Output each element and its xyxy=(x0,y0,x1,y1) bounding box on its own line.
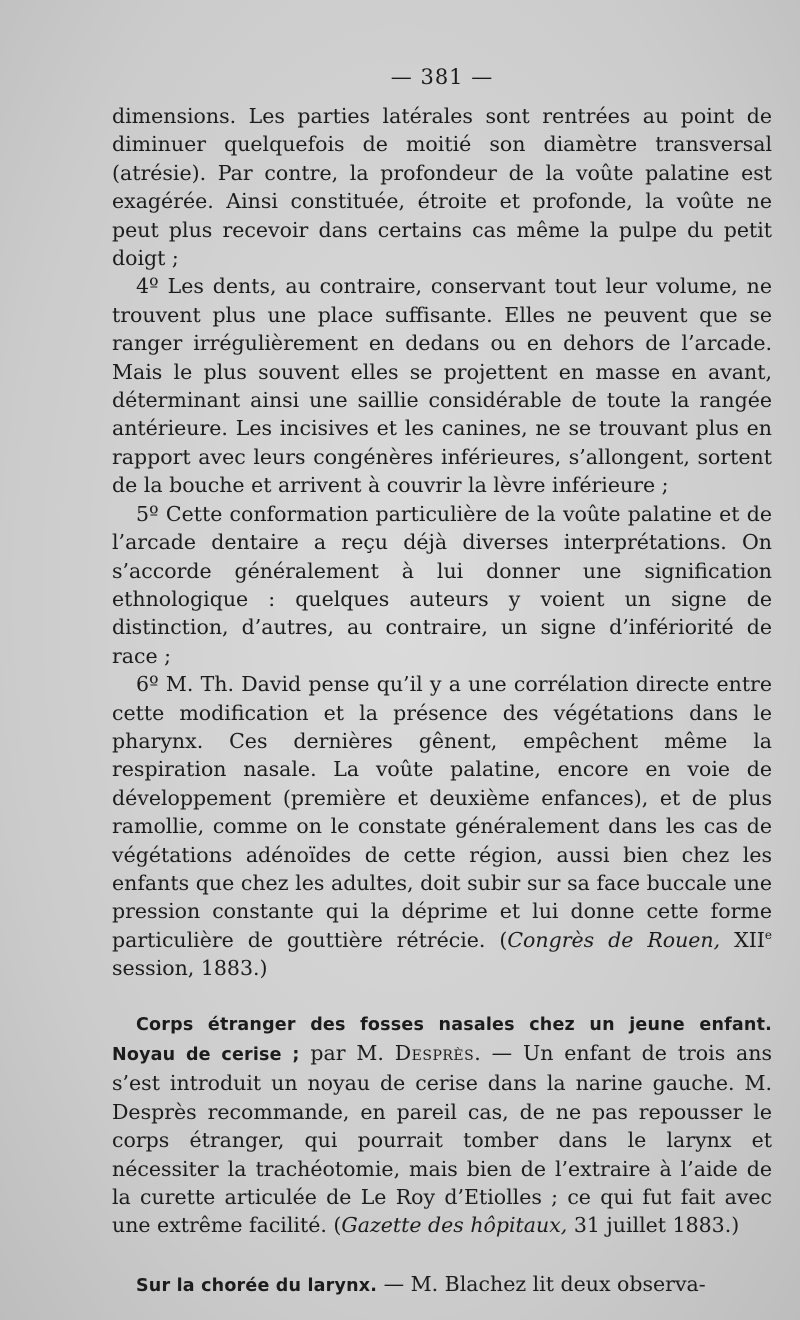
article-choree xyxy=(112,1270,772,1300)
citation-session-pre: XII xyxy=(720,927,765,952)
citation-session-sup: e xyxy=(764,927,772,942)
article-author: Desprès xyxy=(394,1041,475,1065)
article-heading-choree: Sur la chorée du larynx. xyxy=(136,1275,378,1296)
article-body-choree: — M. Blachez lit deux observa- xyxy=(377,1271,706,1296)
citation-session-post: session, 1883.) xyxy=(112,956,268,981)
point-6-text: 6º M. Th. David pense qu’il y a une corrélation directe entre cette modification et la présence des végétations dans le pharynx. Ces dernières gênent, empêchent même la respiration nasale. La voûte palatine, encore en voie de développement (première et deuxième enfances), et de plus ramollie, comme on le constate généralement dans les cas de végétations adénoïdes de cette région, aussi bien chez les enfants que chez les adultes, doit subir sur sa face buccale une pression constante qui la déprime et lui donne cette forme particulière de gouttière rétrécie. ( xyxy=(112,672,772,952)
page xyxy=(112,62,772,1300)
citation-date: 31 juillet 1883.) xyxy=(567,1213,740,1238)
article-heading: Corps étranger des fosses nasales chez un jeune enfant. Noyau de cerise ; xyxy=(112,1014,772,1065)
article-corps-etranger xyxy=(112,1009,772,1240)
citation-congres: Congrès de Rouen, xyxy=(507,927,721,952)
paragraph-point-5: 5º Cette conformation particulière de la voûte palatine et de l’arcade dentaire a reçu déjà diverses interprétations. On s’accorde généralement à lui donner une signification ethnologique : quelques auteurs y voient un signe de distinction, d’autres, au contraire, un signe d’infériorité de race ; xyxy=(112,501,772,668)
page-number: — 381 — xyxy=(390,65,494,89)
article-by: par M. xyxy=(299,1041,395,1065)
paragraph-continuation: dimensions. Les parties latérales sont rentrées au point de diminuer quelquefois de moitié son diamètre transversal (atrésie). Par contre, la profondeur de la voûte palatine est exagérée. Ainsi constituée, étroite et profonde, la voûte ne peut plus recevoir dans certains cas même la pulpe du petit doigt ; xyxy=(112,104,772,271)
citation-gazette: Gazette des hôpitaux, xyxy=(341,1213,568,1238)
article-body: . — Un enfant de trois ans s’est introduit un noyau de cerise dans la narine gauche. M. Desprès recommande, en pareil cas, de ne pas repousser le corps étranger, qui pourrait tomber dans le larynx et nécessiter la trachéotomie, mais bien de l’extraire à l’aide de la curette articulée de Le Roy d’Etiolles ; ce qui fut fait avec une extrême facilité. ( xyxy=(112,1041,773,1238)
paragraph-point-6 xyxy=(112,670,772,982)
paragraph-point-4: 4º Les dents, au contraire, conservant tout leur volume, ne trouvent plus une place suffisante. Elles ne peuvent que se ranger irrégulièrement en dedans ou en dehors de l’arcade. Mais le plus souvent elles se projettent en masse en avant, déterminant ainsi une saillie considérable de toute la rangée antérieure. Les incisives et les canines, ne se trouvant plus en rapport avec leurs congénères inférieures, s’allongent, sortent de la bouche et arrivent à couvrir la lèvre inférieure ; xyxy=(112,274,772,498)
